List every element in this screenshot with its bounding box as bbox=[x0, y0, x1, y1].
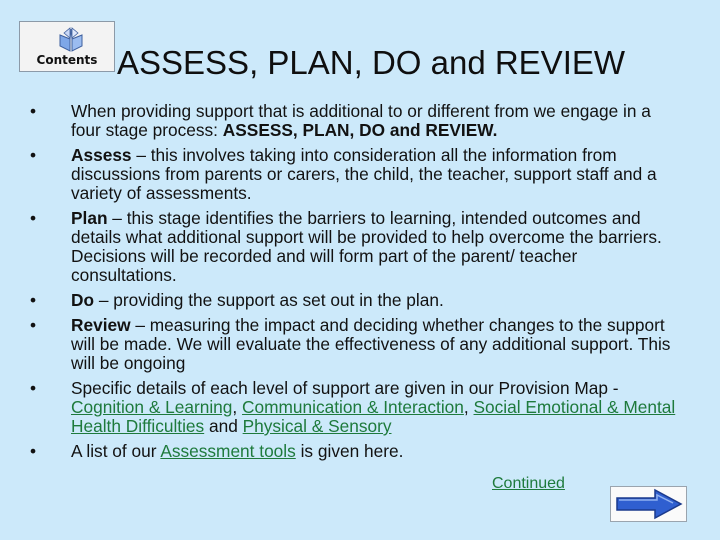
list-item bbox=[30, 209, 685, 285]
bullet-term: Assess bbox=[71, 145, 132, 165]
bullet-term: Plan bbox=[71, 208, 108, 228]
page-title: ASSESS, PLAN, DO and REVIEW bbox=[117, 44, 626, 81]
bullet-text: When providing support that is additional to or different from we engage in a four stage process: bbox=[71, 101, 651, 140]
book-icon bbox=[58, 25, 84, 53]
social-emotional-link[interactable]: Social Emotional & Mental Health Difficulties bbox=[71, 397, 676, 436]
bullet-text: – measuring the impact and deciding whether changes to the support will be made. We will evaluate the effectiveness of any additional support. This will be ongoing bbox=[71, 315, 671, 373]
next-button[interactable] bbox=[610, 486, 687, 522]
assessment-tools-link[interactable]: Assessment tools bbox=[160, 441, 296, 461]
list-item bbox=[30, 379, 685, 436]
separator: and bbox=[204, 416, 243, 436]
continued-link[interactable]: Continued bbox=[492, 475, 565, 492]
list-item bbox=[30, 146, 685, 203]
bullet-text: Specific details of each level of support are given in our Provision Map - bbox=[71, 378, 619, 398]
bullet-list bbox=[30, 102, 685, 467]
bullet-term: Review bbox=[71, 315, 131, 335]
right-arrow-icon bbox=[611, 487, 686, 521]
contents-label: Contents bbox=[36, 53, 98, 67]
bullet-text: – providing the support as set out in the plan. bbox=[94, 290, 444, 310]
bullet-text: is given here. bbox=[295, 441, 404, 461]
communication-interaction-link[interactable]: Communication & Interaction bbox=[242, 397, 464, 417]
list-item bbox=[30, 291, 685, 310]
separator: , bbox=[463, 397, 474, 417]
list-item bbox=[30, 442, 685, 461]
bullet-bold: ASSESS, PLAN, DO and REVIEW. bbox=[222, 120, 498, 140]
list-item bbox=[30, 316, 685, 373]
bullet-text: A list of our bbox=[71, 441, 161, 461]
contents-button[interactable] bbox=[19, 21, 115, 72]
bullet-term: Do bbox=[71, 290, 95, 310]
physical-sensory-link[interactable]: Physical & Sensory bbox=[242, 416, 392, 436]
list-item bbox=[30, 102, 685, 140]
bullet-text: – this involves taking into consideration all the information from discussions from parents or carers, the child, the teacher, support staff and a variety of assessments. bbox=[71, 145, 657, 203]
bullet-text: – this stage identifies the barriers to learning, intended outcomes and details what additional support will be provided to help overcome the barriers. Decisions will be recorded and will form part of the parent/ teacher consultations. bbox=[71, 208, 662, 285]
cognition-learning-link[interactable]: Cognition & Learning bbox=[71, 397, 233, 417]
separator: , bbox=[232, 397, 243, 417]
